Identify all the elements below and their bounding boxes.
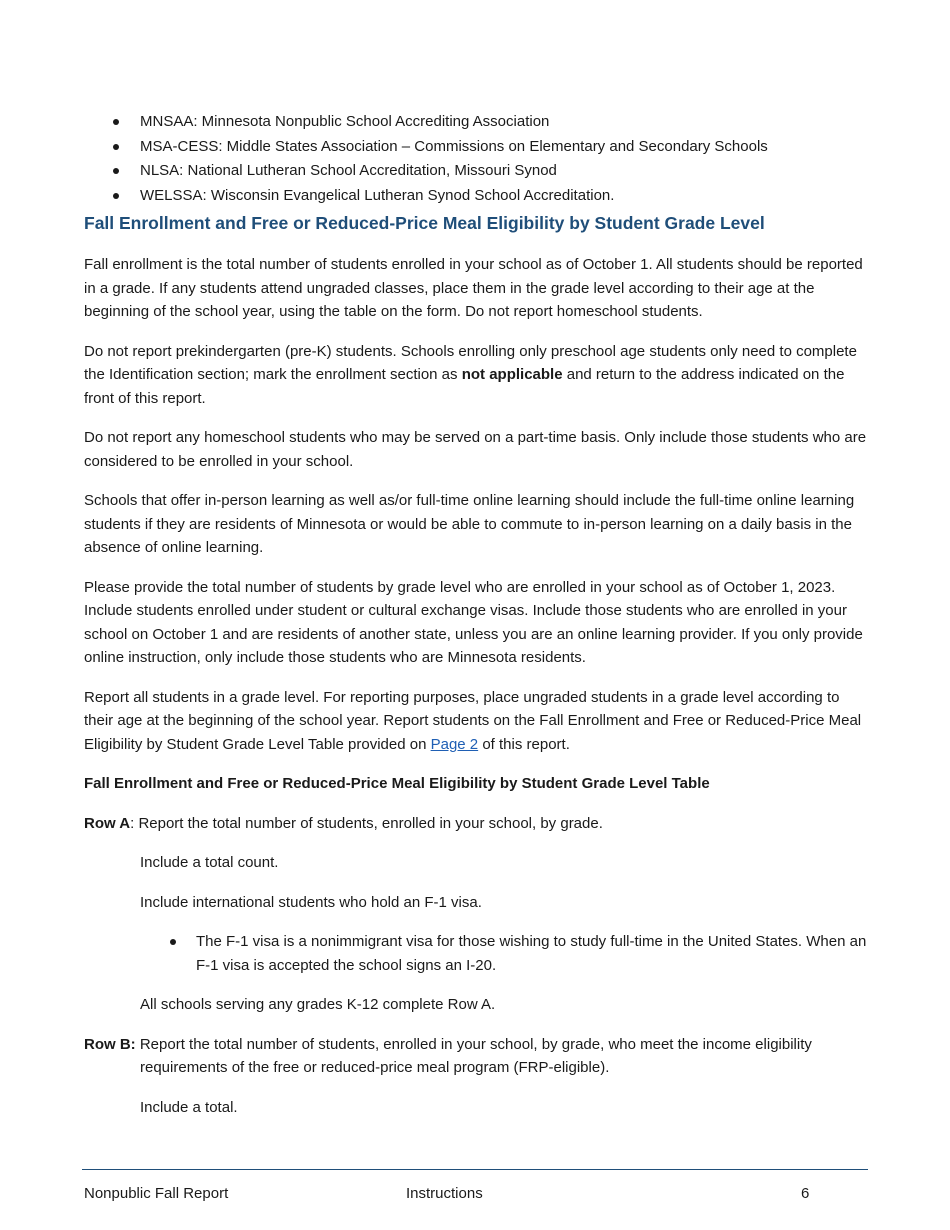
paragraph-total-by-grade: Please provide the total number of students by grade level who are enrolled in your school as of October 1, 2023. Include students enrolled under student or cultural exchange visas. Include those students who are enrolled in your school on October 1 and are residents of another state, unless you are an online learning provider. If you only provide online instruction, only include those students who are Minnesota residents. xyxy=(84,578,863,666)
bullet-icon xyxy=(113,144,119,150)
list-item: MNSAA: Minnesota Nonpublic School Accrediting Association xyxy=(84,110,869,135)
paragraph-homeschool: Do not report any homeschool students who may be served on a part-time basis. Only include those students who are considered to be enrolled in your school. xyxy=(84,429,867,470)
table-heading: Fall Enrollment and Free or Reduced-Price Meal Eligibility by Student Grade Level Table xyxy=(84,775,710,792)
footer-section-name: Instructions xyxy=(406,1185,483,1202)
bullet-icon xyxy=(113,119,119,125)
list-item: WELSSA: Wisconsin Evangelical Lutheran Synod School Accreditation. xyxy=(84,184,869,209)
paragraph-report-all: Report all students in a grade level. For reporting purposes, place ungraded students in a grade level according to their age at the beginning of the school year. Report students on the Fall Enrollment and Free or Reduced-Price Meal Eligibility by Student Grade Level Table provided on Page 2 of this report. xyxy=(84,688,862,753)
accreditation-list xyxy=(84,110,869,208)
footer-report-name: Nonpublic Fall Report xyxy=(84,1185,229,1202)
row-b-label: Row B: xyxy=(84,1035,136,1053)
list-item: MSA-CESS: Middle States Association – Commissions on Elementary and Secondary Schools xyxy=(84,135,869,160)
row-a-description: Row A: Report the total number of students, enrolled in your school, by grade. xyxy=(84,814,603,832)
document-body xyxy=(84,110,869,1119)
bullet-icon xyxy=(113,168,119,174)
bullet-icon xyxy=(170,939,176,945)
not-applicable-emphasis: not applicable xyxy=(461,366,563,383)
row-a-include-total: Include a total count. xyxy=(140,854,279,871)
row-b-description: Row B: Report the total number of students, enrolled in your school, by grade, who meet the income eligibility requirements of the free or reduced-price meal program (FRP-eligible). xyxy=(84,1035,812,1076)
list-item: The F-1 visa is a nonimmigrant visa for those wishing to study full-time in the United States. When an F-1 visa is accepted the school signs an I-20. xyxy=(84,930,869,977)
section-heading: Fall Enrollment and Free or Reduced-Price Meal Eligibility by Student Grade Level xyxy=(84,213,765,233)
row-a-label: Row A xyxy=(84,814,131,832)
paragraph-prek: Do not report prekindergarten (pre-K) students. Schools enrolling only preschool age students only need to complete the Identification section; mark the enrollment section as not applicable and return to the address indicated on the front of this report. xyxy=(84,342,857,407)
row-a-all-schools: All schools serving any grades K-12 complete Row A. xyxy=(140,996,496,1013)
list-item: NLSA: National Lutheran School Accreditation, Missouri Synod xyxy=(84,159,869,184)
f1-visa-list xyxy=(84,930,869,977)
page-2-link[interactable]: Page 2 xyxy=(430,735,479,753)
footer-divider xyxy=(82,1169,868,1170)
row-b-include-total: Include a total. xyxy=(140,1098,238,1116)
row-a-include-international: Include international students who hold an F-1 visa. xyxy=(140,893,482,911)
bullet-icon xyxy=(113,193,119,199)
paragraph-online-learning: Schools that offer in-person learning as well as/or full-time online learning should include the full-time online learning students if they are residents of Minnesota or would be able to commute to in-person learning on a daily basis in the absence of online learning. xyxy=(84,492,855,556)
paragraph-fall-enrollment: Fall enrollment is the total number of students enrolled in your school as of October 1. All students should be reported in a grade. If any students attend ungraded classes, place them in the grade level according to their age at the beginning of the school year, using the table on the form. Do not report homeschool students. xyxy=(84,256,863,320)
footer-page-number: 6 xyxy=(801,1185,810,1202)
